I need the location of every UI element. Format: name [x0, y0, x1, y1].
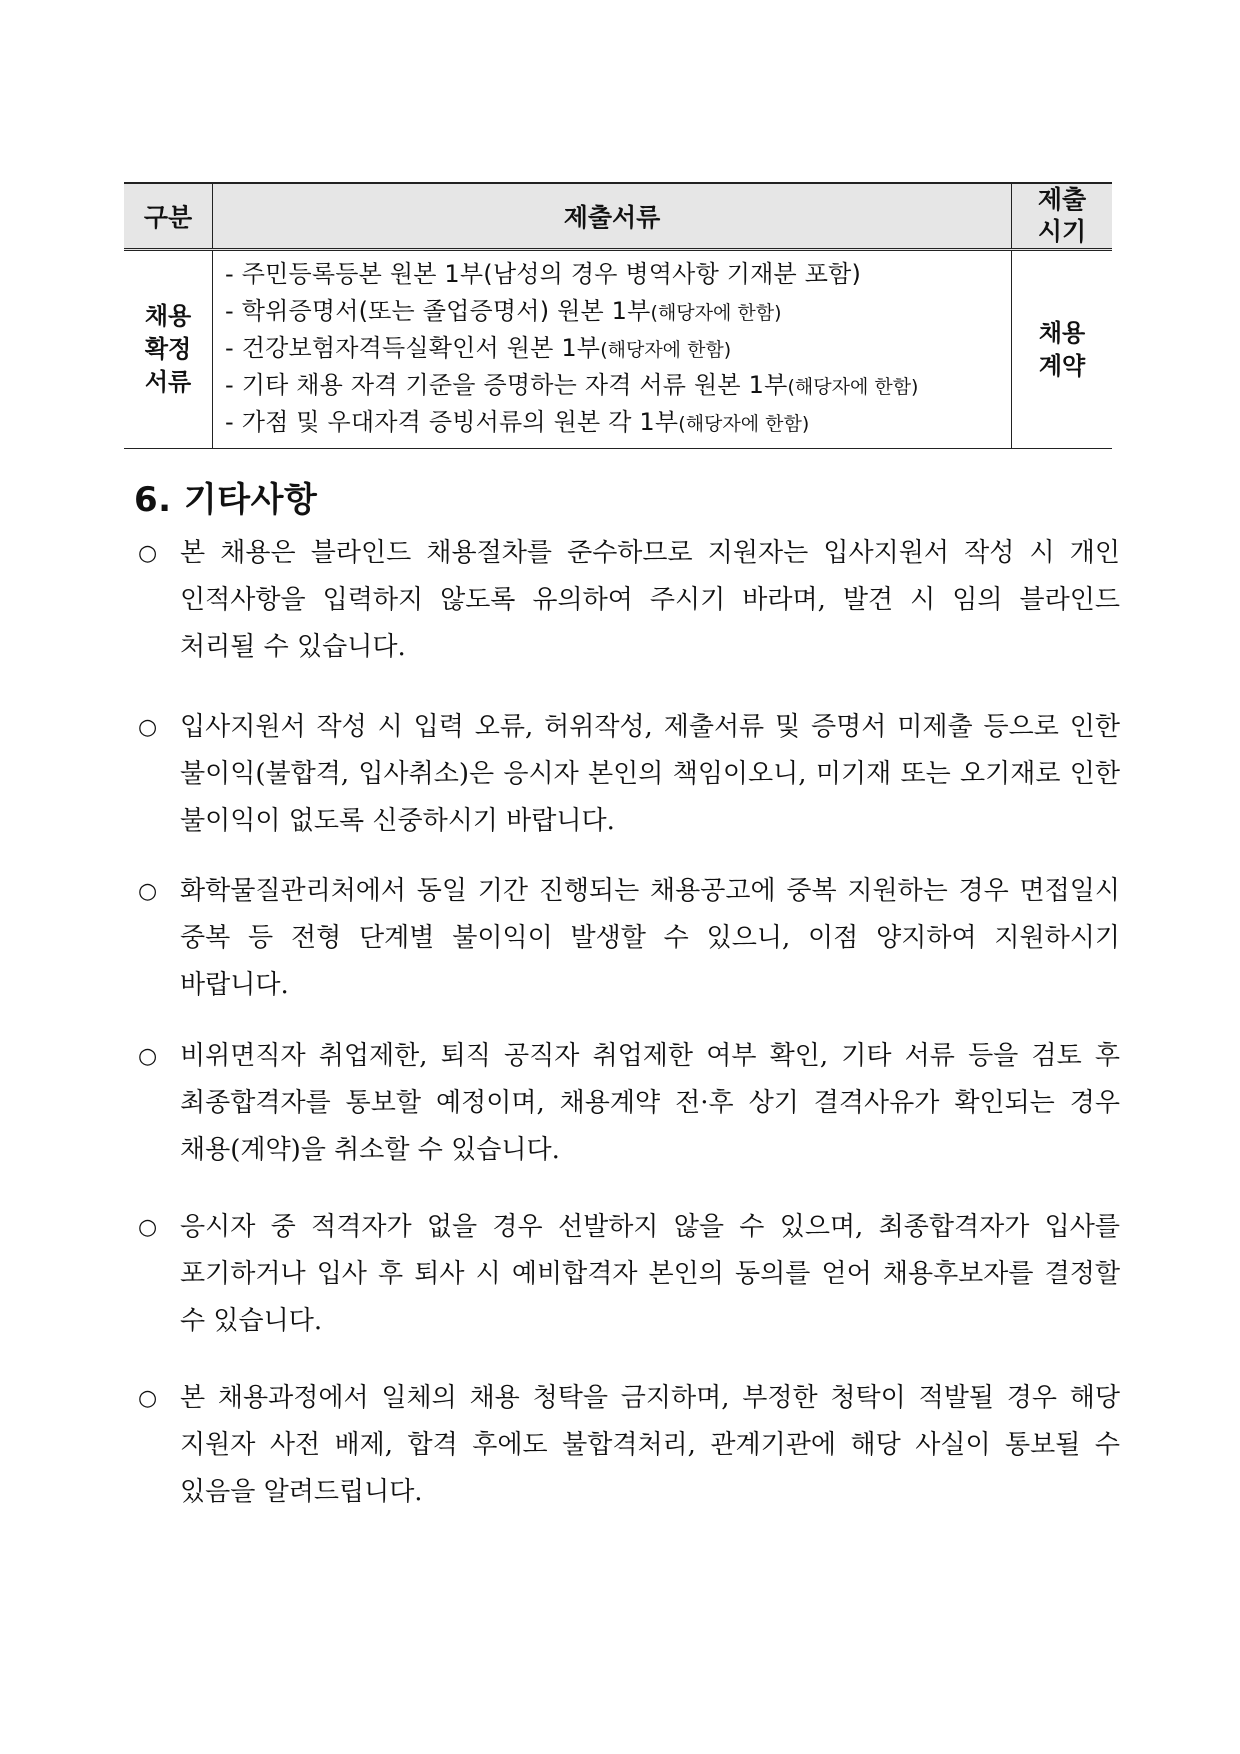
- bullet-circle-icon: ○: [138, 715, 158, 740]
- document-note: (해당자에 한함): [600, 339, 732, 361]
- category-line: 확정: [144, 335, 192, 363]
- notice-text: 비위면직자 취업제한, 퇴직 공직자 취업제한 여부 확인, 기타 서류 등을 검토 후 최종합격자를 통보할 예정이며, 채용계약 전·후 상기 결격사유가 확인되는 경우 채용(계약)을 취소할 수 있습니다.: [180, 1041, 1120, 1165]
- document-item: [225, 257, 1011, 294]
- document-item: [225, 368, 1011, 405]
- documents-table: [124, 182, 1112, 449]
- bullet-circle-icon: ○: [138, 879, 158, 904]
- timing-line: 채용: [1038, 318, 1086, 347]
- bullet-circle-icon: ○: [138, 1386, 158, 1411]
- notice-item: [134, 1375, 1120, 1516]
- header-documents: 제출서류: [213, 183, 1012, 250]
- category-cell: [124, 250, 213, 449]
- timing-cell: [1012, 250, 1113, 449]
- notice-text: 본 채용은 블라인드 채용절차를 준수하므로 지원자는 입사지원서 작성 시 개인 인적사항을 입력하지 않도록 유의하여 주시기 바라며, 발견 시 임의 블라인드 처리될 수 있습니다.: [180, 538, 1120, 662]
- bullet-circle-icon: ○: [138, 541, 158, 566]
- document-text: - 건강보험자격득실확인서 원본 1부: [225, 334, 601, 362]
- notice-item: [134, 1033, 1120, 1174]
- documents-cell: [213, 250, 1012, 449]
- table-header-row: [124, 183, 1112, 250]
- category-line: 서류: [144, 368, 192, 396]
- document-note: (해당자에 한함): [678, 413, 810, 435]
- notice-text: 본 채용과정에서 일체의 채용 청탁을 금지하며, 부정한 청탁이 적발될 경우 해당 지원자 사전 배제, 합격 후에도 불합격처리, 관계기관에 해당 사실이 통보될 수 있음을 알려드립니다.: [180, 1383, 1120, 1507]
- table-row: [124, 250, 1112, 449]
- document-item: [225, 331, 1011, 368]
- timing-line: 계약: [1038, 351, 1086, 380]
- document-text: - 기타 채용 자격 기준을 증명하는 자격 서류 원본 1부: [225, 371, 788, 399]
- notice-text: 화학물질관리처에서 동일 기간 진행되는 채용공고에 중복 지원하는 경우 면접일시 중복 등 전형 단계별 불이익이 발생할 수 있으니, 이점 양지하여 지원하시기 바랍니다.: [180, 876, 1120, 1000]
- document-text: - 학위증명서(또는 졸업증명서) 원본 1부: [225, 297, 651, 325]
- document-text: - 주민등록등본 원본 1부(남성의 경우 병역사항 기재분 포함): [225, 260, 862, 288]
- notice-text: 응시자 중 적격자가 없을 경우 선발하지 않을 수 있으며, 최종합격자가 입사를 포기하거나 입사 후 퇴사 시 예비합격자 본인의 동의를 얻어 채용후보자를 결정할 수 있습니다.: [180, 1212, 1120, 1336]
- notice-item: [134, 868, 1120, 1009]
- document-note: (해당자에 한함): [787, 376, 919, 398]
- document-text: - 가점 및 우대자격 증빙서류의 원본 각 1부: [225, 408, 679, 436]
- timing-label: [1012, 317, 1112, 383]
- notice-list: [134, 530, 1120, 1516]
- header-category: 구분: [124, 183, 213, 250]
- header-timing-line: 시기: [1037, 217, 1087, 246]
- notice-item: [134, 704, 1120, 845]
- header-timing: [1012, 183, 1113, 250]
- notice-text: 입사지원서 작성 시 입력 오류, 허위작성, 제출서류 및 증명서 미제출 등으로 인한 불이익(불합격, 입사취소)은 응시자 본인의 책임이오니, 미기재 또는 오기재로 인한 불이익이 없도록 신중하시기 바랍니다.: [180, 712, 1120, 836]
- bullet-circle-icon: ○: [138, 1215, 158, 1240]
- bullet-circle-icon: ○: [138, 1044, 158, 1069]
- header-timing-line: 제출: [1037, 185, 1087, 214]
- category-line: 채용: [144, 302, 192, 330]
- notice-item: [134, 530, 1120, 671]
- document-item: [225, 405, 1011, 442]
- document-note: (해당자에 한함): [650, 302, 782, 324]
- document-item: [225, 294, 1011, 331]
- document-list: [213, 251, 1011, 448]
- category-label: [124, 300, 212, 399]
- notice-item: [134, 1204, 1120, 1345]
- section-title: 6. 기타사항: [134, 480, 318, 520]
